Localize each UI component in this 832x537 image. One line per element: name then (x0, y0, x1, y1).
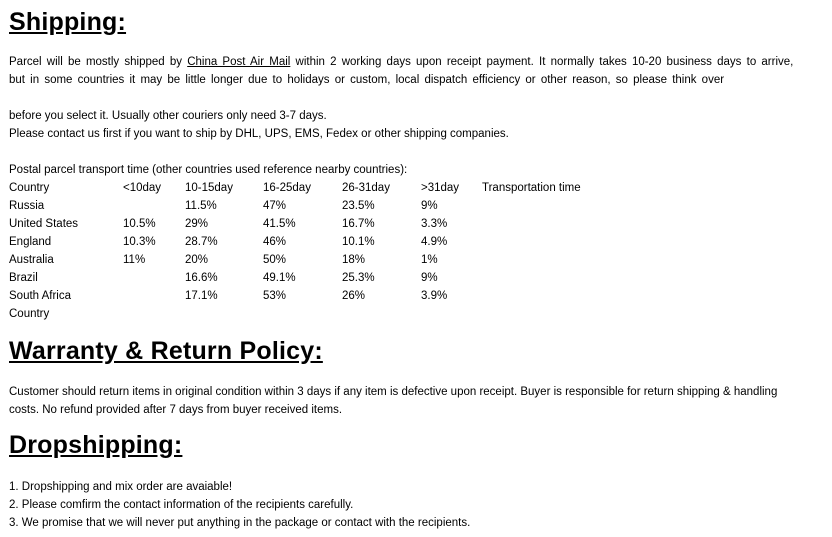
table-cell: 17.1% (185, 290, 218, 302)
table-cell: Russia (9, 200, 45, 212)
table-cell: 9% (421, 272, 438, 284)
courier-note: before you select it. Usually other couriers only need 3-7 days. (9, 110, 327, 122)
header-cell: <10day (123, 182, 162, 194)
table-cell: 26% (342, 290, 366, 302)
table-cell: Australia (9, 254, 54, 266)
carrier-link: China Post Air Mail (187, 56, 291, 68)
table-cell: 16.7% (342, 218, 375, 230)
table-cell: 1% (421, 254, 438, 266)
table-cell: 11.5% (185, 200, 217, 212)
table-cell: 11% (123, 254, 146, 266)
table-cell: 18% (342, 254, 366, 266)
transport-intro: Postal parcel transport time (other countries used reference nearby countries): (9, 164, 408, 176)
list-item: 2. Please comfirm the contact information of the recipients carefully. (9, 499, 354, 511)
table-cell: Brazil (9, 272, 38, 284)
table-cell (185, 305, 263, 323)
table-cell (123, 287, 185, 305)
table-cell: 10.5% (123, 218, 156, 230)
table-cell: 25.3% (342, 272, 375, 284)
shipping-notes (9, 107, 809, 143)
table-row (9, 269, 612, 287)
shipping-paragraph (9, 53, 809, 89)
table-cell: 46% (263, 236, 287, 248)
shipping-heading: Shipping: (9, 8, 127, 36)
table-cell (482, 233, 612, 251)
table-cell: 23.5% (342, 200, 375, 212)
list-item: 1. Dropshipping and mix order are avaiable! (9, 481, 233, 493)
table-cell: United States (9, 218, 79, 230)
header-cell: Country (9, 182, 50, 194)
table-row (9, 215, 612, 233)
table-cell (123, 197, 185, 215)
table-cell: 10.3% (123, 236, 156, 248)
table-cell (421, 305, 482, 323)
table-cell (482, 287, 612, 305)
table-cell: 49.1% (263, 272, 296, 284)
table-cell: 9% (421, 200, 438, 212)
table-header-row (9, 179, 612, 197)
table-cell: England (9, 236, 52, 248)
table-cell: 29% (185, 218, 209, 230)
warranty-paragraph: Customer should return items in original condition within 3 days if any item is defective upon receipt. Buyer is responsible for return shipping & handling costs. No refund provided after 7 days from buyer received items. (9, 386, 778, 416)
contact-note: Please contact us first if you want to ship by DHL, UPS, EMS, Fedex or other shipping companies. (9, 128, 509, 140)
table-row (9, 197, 612, 215)
header-cell: 16-25day (263, 182, 311, 194)
dropshipping-list (9, 478, 470, 532)
header-cell: 26-31day (342, 182, 390, 194)
table-cell (123, 305, 185, 323)
table-row (9, 287, 612, 305)
table-cell (342, 305, 421, 323)
header-cell: >31day (421, 182, 460, 194)
warranty-heading: Warranty & Return Policy: (9, 337, 323, 365)
table-cell: 3.3% (421, 218, 448, 230)
table-cell: 20% (185, 254, 209, 266)
table-cell (123, 269, 185, 287)
table-cell (482, 251, 612, 269)
table-cell (263, 305, 342, 323)
table-cell: South Africa (9, 290, 72, 302)
table-cell: 50% (263, 254, 287, 266)
table-cell (482, 269, 612, 287)
header-cell: 10-15day (185, 182, 233, 194)
table-cell: 10.1% (342, 236, 375, 248)
header-cell: Transportation time (482, 182, 581, 194)
table-cell (482, 215, 612, 233)
table-row (9, 251, 612, 269)
list-item: 3. We promise that we will never put anything in the package or contact with the recipients. (9, 517, 471, 529)
table-cell: 41.5% (263, 218, 296, 230)
table-cell: 4.9% (421, 236, 448, 248)
table-cell: 47% (263, 200, 287, 212)
table-cell: 53% (263, 290, 287, 302)
dropshipping-heading: Dropshipping: (9, 431, 183, 459)
table-cell: Country (9, 308, 50, 320)
table-row (9, 305, 612, 323)
table-cell: 16.6% (185, 272, 218, 284)
table-cell: 28.7% (185, 236, 218, 248)
shipping-text-a: Parcel will be mostly shipped by (9, 56, 188, 68)
shipping-text-b: within 2 working days upon receipt payment. It normally takes 10-20 business days to arrive, but in some countries it may be little longer due to holidays or custom, local dispatch efficiency or other reason, so please think over (9, 56, 794, 86)
table-cell (482, 197, 612, 215)
transport-table (9, 179, 612, 323)
table-cell (482, 305, 612, 323)
table-cell: 3.9% (421, 290, 448, 302)
table-row (9, 233, 612, 251)
